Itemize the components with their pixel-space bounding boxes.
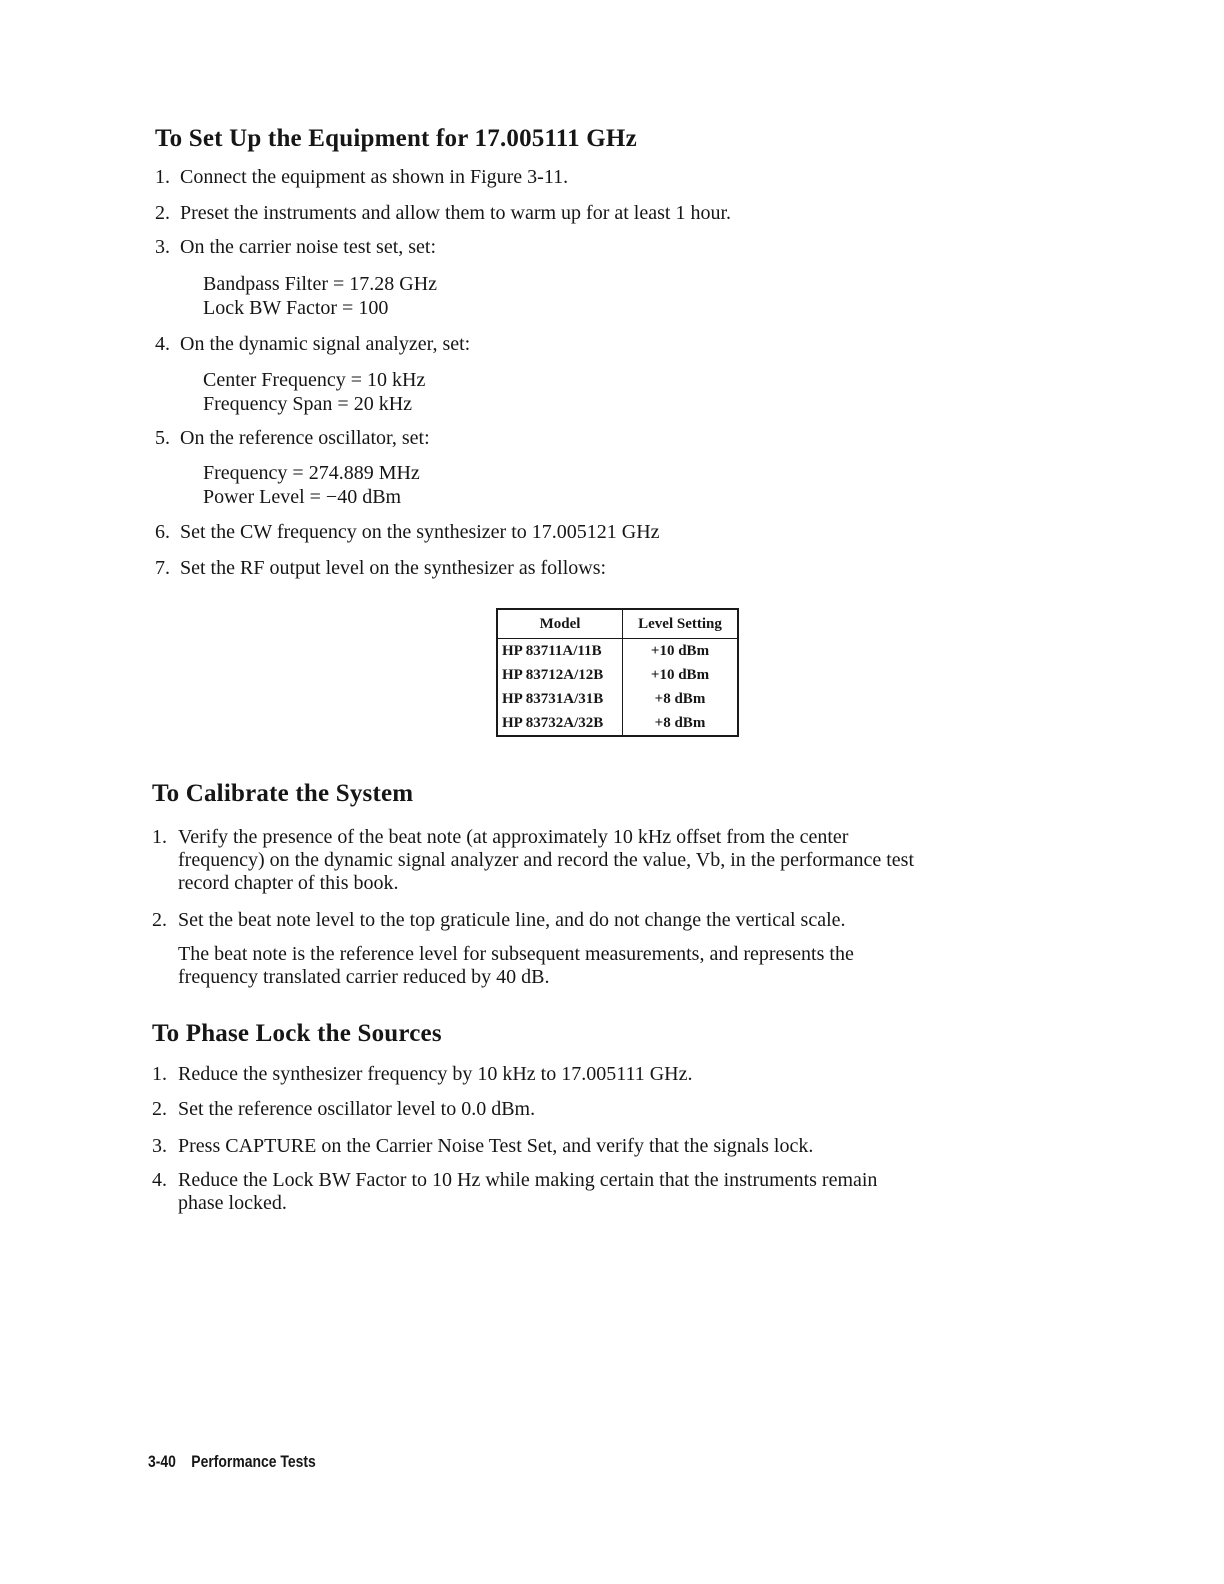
setting-frequency: Frequency = 274.889 MHz: [203, 462, 420, 484]
step-text: Set the reference oscillator level to 0.0 dBm.: [178, 1098, 536, 1120]
note-line: frequency translated carrier reduced by 40 dB.: [178, 966, 550, 988]
step-number: 3.: [155, 236, 170, 258]
model-cell: HP 83732A/32B: [497, 711, 623, 736]
step-number: 1.: [152, 826, 167, 848]
step-number: 2.: [155, 202, 170, 224]
setting-center-frequency: Center Frequency = 10 kHz: [203, 369, 426, 391]
heading-calibrate-system: To Calibrate the System: [152, 780, 414, 807]
step-text-line: Reduce the Lock BW Factor to 10 Hz while making certain that the instruments remain: [178, 1169, 878, 1191]
level-cell: +10 dBm: [623, 663, 739, 687]
note-line: The beat note is the reference level for subsequent measurements, and represents the: [178, 943, 854, 965]
step-text: Reduce the synthesizer frequency by 10 kHz to 17.005111 GHz.: [178, 1063, 693, 1085]
footer-title: Performance Tests: [191, 1452, 316, 1471]
step-number: 4.: [155, 333, 170, 355]
page-number: 3-40: [148, 1452, 176, 1471]
table-row: [497, 711, 738, 736]
step-text: On the carrier noise test set, set:: [180, 236, 437, 258]
heading-setup-equipment: To Set Up the Equipment for 17.005111 GHz: [155, 125, 637, 152]
step-number: 3.: [152, 1135, 167, 1157]
rf-level-table: [496, 608, 739, 737]
setting-lock-bw-factor: Lock BW Factor = 100: [203, 297, 389, 319]
setting-power-level: Power Level = −40 dBm: [203, 486, 402, 508]
level-cell: +8 dBm: [623, 711, 739, 736]
step-text: Set the beat note level to the top graticule line, and do not change the vertical scale.: [178, 909, 846, 931]
page-footer: [148, 1452, 316, 1472]
table-row: [497, 639, 738, 664]
step-text: Set the RF output level on the synthesizer as follows:: [180, 557, 607, 579]
step-number: 5.: [155, 427, 170, 449]
model-cell: HP 83711A/11B: [497, 639, 623, 664]
step-text-line: record chapter of this book.: [178, 872, 399, 894]
level-cell: +8 dBm: [623, 687, 739, 711]
step-number: 2.: [152, 909, 167, 931]
setting-bandpass-filter: Bandpass Filter = 17.28 GHz: [203, 273, 438, 295]
step-text: Press CAPTURE on the Carrier Noise Test Set, and verify that the signals lock.: [178, 1135, 814, 1157]
step-text: Connect the equipment as shown in Figure 3-11.: [180, 166, 569, 188]
step-number: 1.: [152, 1063, 167, 1085]
step-text-line: frequency) on the dynamic signal analyzer and record the value, Vb, in the performance test: [178, 849, 914, 871]
step-text-line: phase locked.: [178, 1192, 287, 1214]
step-text: On the reference oscillator, set:: [180, 427, 430, 449]
column-header-model: Model: [497, 609, 623, 639]
step-text: Preset the instruments and allow them to warm up for at least 1 hour.: [180, 202, 731, 224]
column-header-level-setting: Level Setting: [623, 609, 739, 639]
step-text: Set the CW frequency on the synthesizer to 17.005121 GHz: [180, 521, 660, 543]
model-cell: HP 83731A/31B: [497, 687, 623, 711]
level-cell: +10 dBm: [623, 639, 739, 664]
step-number: 4.: [152, 1169, 167, 1191]
step-number: 7.: [155, 557, 170, 579]
model-cell: HP 83712A/12B: [497, 663, 623, 687]
heading-phase-lock: To Phase Lock the Sources: [152, 1020, 442, 1047]
step-number: 2.: [152, 1098, 167, 1120]
table-row: [497, 687, 738, 711]
step-text-line: Verify the presence of the beat note (at approximately 10 kHz offset from the center: [178, 826, 849, 848]
table-header-row: [497, 609, 738, 639]
step-text: On the dynamic signal analyzer, set:: [180, 333, 471, 355]
table-row: [497, 663, 738, 687]
step-number: 6.: [155, 521, 170, 543]
step-number: 1.: [155, 166, 170, 188]
setting-frequency-span: Frequency Span = 20 kHz: [203, 393, 413, 415]
